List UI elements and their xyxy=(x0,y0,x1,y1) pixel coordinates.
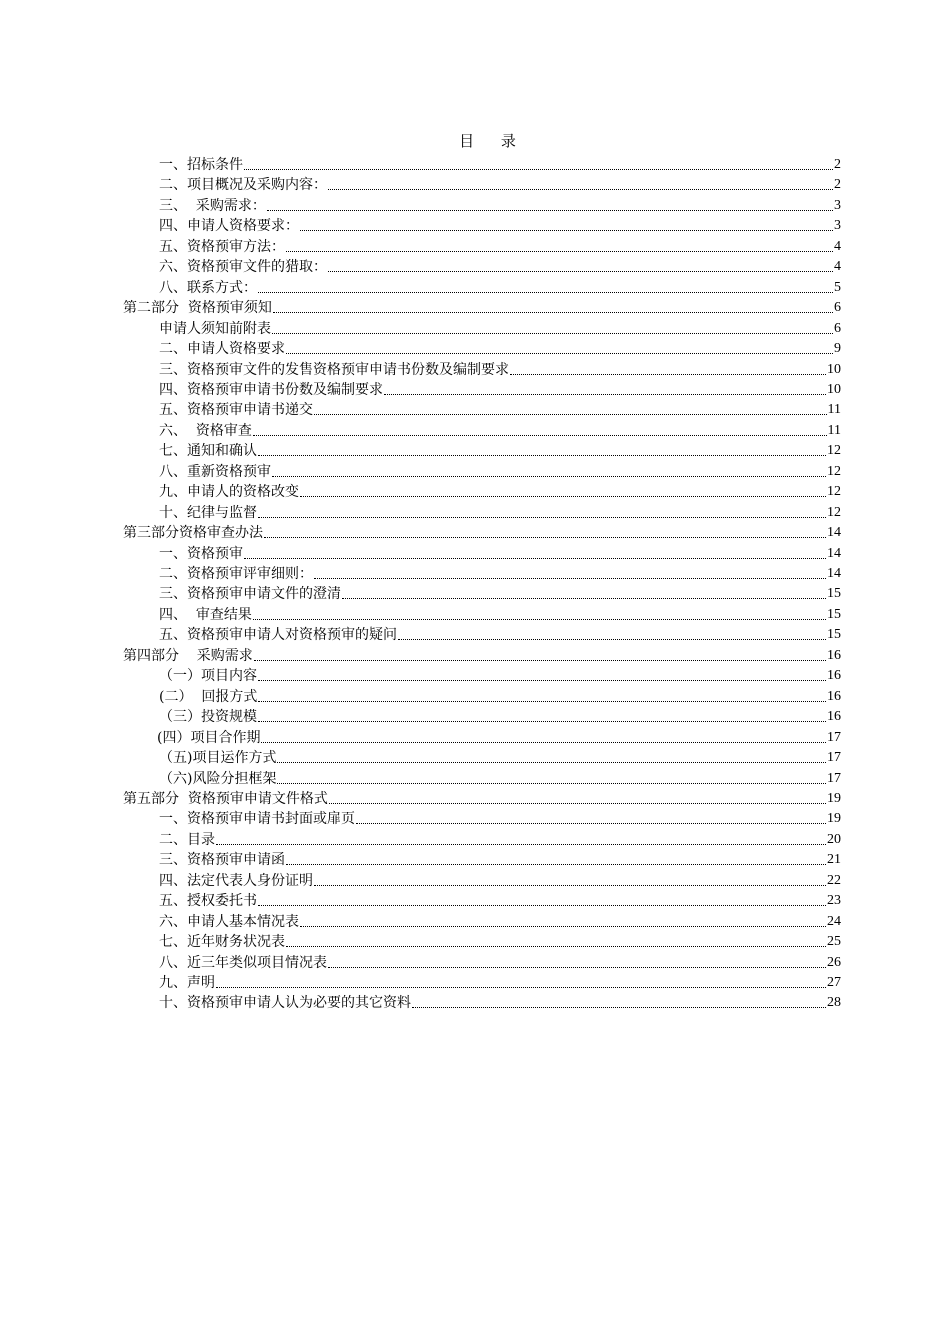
toc-title: 目 录 xyxy=(459,132,516,150)
toc-entry-page-number: 19 xyxy=(827,790,841,806)
toc-entry-page-number: 15 xyxy=(827,586,841,602)
toc-entry[interactable] xyxy=(159,953,841,973)
toc-entry[interactable] xyxy=(159,564,841,584)
toc-leader-dots xyxy=(267,209,833,211)
toc-leader-dots xyxy=(258,679,826,681)
toc-entry-label: 申请人须知前附表 xyxy=(159,320,271,337)
toc-entry-page-number: 15 xyxy=(827,606,841,622)
toc-entry-label: 一、招标条件 xyxy=(159,157,243,173)
toc-entry-page-number: 10 xyxy=(827,361,841,377)
toc-entry[interactable] xyxy=(123,298,841,318)
toc-entry-label: 一、资格预审申请书封面或扉页 xyxy=(159,811,355,828)
toc-leader-dots xyxy=(258,700,826,702)
toc-entry-page-number: 25 xyxy=(827,934,841,950)
toc-entry-page-number: 16 xyxy=(827,688,841,704)
toc-entry-label: 八、近三年类似项目情况表 xyxy=(159,954,327,971)
toc-leader-dots xyxy=(258,291,833,293)
toc-leader-dots xyxy=(300,495,826,497)
toc-entry-page-number: 14 xyxy=(827,566,841,581)
toc-entry[interactable] xyxy=(123,523,841,543)
toc-entry-page-number: 12 xyxy=(827,463,841,479)
toc-entry-page-number: 3 xyxy=(834,218,841,234)
toc-entry-label: （三）投资规模 xyxy=(159,709,257,726)
toc-entry-label: 七、近年财务状况表 xyxy=(159,934,285,951)
toc-entry[interactable] xyxy=(159,707,841,727)
toc-entry[interactable] xyxy=(159,278,841,298)
toc-entry[interactable] xyxy=(159,850,841,870)
toc-entry-page-number: 20 xyxy=(827,831,841,847)
toc-entry-label: (四）项目合作期 xyxy=(157,729,261,746)
toc-entry-page-number: 6 xyxy=(834,320,841,336)
toc-entry-page-number: 12 xyxy=(827,504,841,520)
toc-entry-page-number: 17 xyxy=(827,750,841,766)
toc-entry[interactable] xyxy=(159,584,841,604)
toc-entry-label: 四、 审查结果 xyxy=(159,606,252,623)
toc-leader-dots xyxy=(272,332,833,334)
toc-entry[interactable] xyxy=(159,625,841,645)
toc-entry[interactable] xyxy=(159,482,841,502)
toc-entry-label: 九、申请人的资格改变 xyxy=(159,484,299,501)
toc-entry-page-number: 4 xyxy=(834,238,841,254)
toc-leader-dots xyxy=(244,168,833,170)
toc-entry-page-number: 28 xyxy=(827,995,841,1011)
toc-leader-dots xyxy=(258,454,826,456)
toc-entry-label: 第二部分 资格预审须知 xyxy=(123,300,272,317)
toc-entry-label: 一、资格预审 xyxy=(159,545,243,562)
toc-leader-dots xyxy=(328,966,826,968)
toc-leader-dots xyxy=(314,884,826,886)
toc-entry-label: 七、通知和确认 xyxy=(159,443,257,460)
toc-entry[interactable] xyxy=(159,196,841,216)
toc-leader-dots xyxy=(272,475,826,477)
toc-entry[interactable] xyxy=(159,421,841,441)
toc-entry[interactable] xyxy=(159,544,841,564)
toc-entry[interactable] xyxy=(159,175,841,195)
toc-entry[interactable] xyxy=(159,993,841,1013)
toc-entry-label: 五、资格预审申请人对资格预审的疑问 xyxy=(159,627,397,644)
toc-leader-dots xyxy=(273,311,833,313)
toc-entry-label: 第三部分资格审查办法 xyxy=(123,525,263,542)
toc-entry-label: 第四部分 采购需求 xyxy=(123,647,253,664)
toc-entry-page-number: 5 xyxy=(834,279,841,295)
toc-leader-dots xyxy=(244,557,826,559)
toc-entry-label: 九、声明 xyxy=(159,975,215,991)
toc-leader-dots xyxy=(329,802,826,804)
toc-entry-label: （五)项目运作方式 xyxy=(159,750,277,767)
toc-leader-dots xyxy=(398,638,826,640)
toc-entry-label: （一）项目内容 xyxy=(159,668,257,685)
toc-entry-page-number: 12 xyxy=(827,443,841,459)
toc-entry-page-number: 22 xyxy=(827,872,841,888)
toc-entry[interactable] xyxy=(159,748,841,768)
toc-entry[interactable] xyxy=(159,360,841,380)
toc-leader-dots xyxy=(261,741,826,743)
toc-leader-dots xyxy=(328,270,833,272)
toc-leader-dots xyxy=(258,516,826,518)
toc-entry[interactable] xyxy=(159,339,841,359)
toc-entry-label: （六)风险分担框架 xyxy=(159,770,277,787)
toc-entry-label: 三、 采购需求： xyxy=(159,197,266,214)
toc-entry-label: 四、资格预审申请书份数及编制要求 xyxy=(159,381,383,398)
toc-entry[interactable] xyxy=(159,257,841,277)
toc-entry-label: 八、联系方式： xyxy=(159,279,257,296)
toc-entry[interactable] xyxy=(123,646,841,666)
toc-entry-label: 六、申请人基本情况表 xyxy=(159,913,299,930)
toc-entry[interactable] xyxy=(159,400,841,420)
toc-entry-page-number: 21 xyxy=(827,852,841,868)
toc-entry-page-number: 6 xyxy=(834,300,841,316)
toc-entry[interactable] xyxy=(159,462,841,482)
toc-entry-label: 五、授权委托书 xyxy=(159,893,257,910)
toc-entry-page-number: 12 xyxy=(827,484,841,500)
toc-entry-label: 四、法定代表人身份证明 xyxy=(159,872,313,889)
toc-entry-label: (二） 回报方式 xyxy=(159,688,258,705)
toc-leader-dots xyxy=(286,352,833,354)
toc-entry-page-number: 24 xyxy=(827,913,841,929)
toc-entry-page-number: 16 xyxy=(827,668,841,684)
toc-entry-label: 八、重新资格预审 xyxy=(159,463,271,480)
toc-entry-label: 四、申请人资格要求： xyxy=(159,218,299,235)
toc-leader-dots xyxy=(264,536,826,538)
toc-entry[interactable] xyxy=(159,441,841,461)
toc-entry[interactable] xyxy=(159,503,841,523)
toc-leader-dots xyxy=(258,904,826,906)
toc-entry[interactable] xyxy=(159,687,841,707)
toc-leader-dots xyxy=(258,720,826,722)
toc-entry[interactable] xyxy=(159,932,841,952)
toc-entry-label: 二、申请人资格要求 xyxy=(159,341,285,358)
toc-entry-label: 第五部分 资格预审申请文件格式 xyxy=(123,790,328,807)
toc-leader-dots xyxy=(277,782,826,784)
toc-entry-label: 二、目录 xyxy=(159,831,215,848)
toc-entry[interactable] xyxy=(159,380,841,400)
toc-leader-dots xyxy=(253,434,827,436)
toc-entry-page-number: 16 xyxy=(827,709,841,725)
toc-leader-dots xyxy=(286,250,833,252)
toc-entry-label: 三、资格预审文件的发售资格预审申请书份数及编制要求 xyxy=(159,361,509,378)
toc-entry[interactable] xyxy=(159,666,841,686)
toc-entry[interactable] xyxy=(159,319,841,339)
toc-leader-dots xyxy=(300,925,826,927)
toc-leader-dots xyxy=(277,761,826,763)
toc-entry-page-number: 11 xyxy=(827,402,841,418)
toc-entry[interactable] xyxy=(159,216,841,236)
toc-entry-label: 六、资格预审文件的猎取： xyxy=(159,259,327,276)
toc-entry-page-number: 11 xyxy=(827,422,841,438)
toc-leader-dots xyxy=(314,577,826,579)
toc-entry-page-number: 3 xyxy=(834,197,841,213)
toc-entry[interactable] xyxy=(159,973,841,993)
toc-entry[interactable] xyxy=(159,912,841,932)
toc-entry-page-number: 2 xyxy=(834,177,841,193)
toc-entry-label: 三、资格预审申请函 xyxy=(159,852,285,869)
toc-entry-page-number: 26 xyxy=(827,954,841,970)
toc-entry-label: 十、纪律与监督 xyxy=(159,504,257,521)
toc-leader-dots xyxy=(510,373,826,375)
toc-entry[interactable] xyxy=(159,809,841,829)
toc-entry-page-number: 10 xyxy=(827,381,841,397)
toc-entry-page-number: 4 xyxy=(834,259,841,275)
toc-entry[interactable] xyxy=(157,728,841,748)
toc-entry-page-number: 14 xyxy=(827,545,841,561)
toc-leader-dots xyxy=(328,188,833,190)
toc-entry-page-number: 16 xyxy=(827,647,841,663)
toc-entry-page-number: 9 xyxy=(834,341,841,357)
toc-entry-label: 六、 资格审查 xyxy=(159,422,252,439)
toc-leader-dots xyxy=(300,229,833,231)
toc-leader-dots xyxy=(412,1006,826,1008)
toc-entry-label: 五、资格预审方法： xyxy=(159,238,285,255)
toc-entry-page-number: 17 xyxy=(827,770,841,786)
toc-entry-page-number: 27 xyxy=(827,975,841,990)
toc-leader-dots xyxy=(216,986,826,988)
toc-entry-page-number: 23 xyxy=(827,893,841,909)
toc-leader-dots xyxy=(216,843,826,845)
toc-entry-page-number: 17 xyxy=(827,729,841,745)
toc-entry[interactable] xyxy=(159,830,841,850)
toc-entry[interactable] xyxy=(159,871,841,891)
toc-entry-label: 十、资格预审申请人认为必要的其它资料 xyxy=(159,995,411,1012)
toc-entry-page-number: 14 xyxy=(827,525,841,541)
toc-entry-label: 二、项目概况及采购内容： xyxy=(159,177,327,194)
toc-leader-dots xyxy=(286,863,826,865)
toc-entry-label: 三、资格预审申请文件的澄清 xyxy=(159,586,341,603)
toc-entry[interactable] xyxy=(159,155,841,175)
toc-entry[interactable] xyxy=(159,769,841,789)
toc-entry[interactable] xyxy=(159,891,841,911)
toc-entry-page-number: 2 xyxy=(834,157,841,172)
toc-leader-dots xyxy=(254,659,826,661)
toc-entry[interactable] xyxy=(123,789,841,809)
toc-leader-dots xyxy=(286,945,826,947)
toc-leader-dots xyxy=(314,413,827,415)
toc-leader-dots xyxy=(342,597,826,599)
toc-entry[interactable] xyxy=(159,605,841,625)
toc-leader-dots xyxy=(356,822,826,824)
toc-leader-dots xyxy=(253,618,826,620)
toc-entry-label: 五、资格预审申请书递交 xyxy=(159,402,313,419)
toc-entry-page-number: 19 xyxy=(827,811,841,827)
toc-entry-label: 二、资格预审评审细则： xyxy=(159,566,313,582)
toc-entry-page-number: 15 xyxy=(827,627,841,643)
toc-leader-dots xyxy=(384,393,826,395)
toc-entry[interactable] xyxy=(159,237,841,257)
